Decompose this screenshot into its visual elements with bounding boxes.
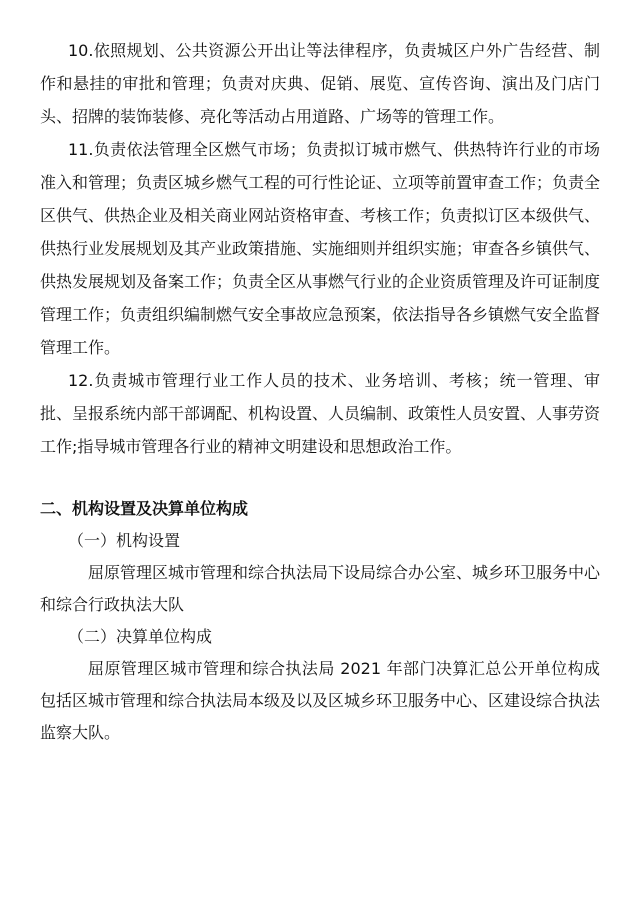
- subsection-heading-organization: （一）机构设置: [68, 531, 181, 550]
- duty-paragraph-11: 11.负责依法管理全区燃气市场；负责拟订城市燃气、供热特许行业的市场准入和管理；负责区城乡燃气工程的可行性论证、立项等前置审查工作；负责全区供气、供热企业及相关商业网站资格审查、考核工作；负责拟订区本级供气、供热行业发展规划及其产业政策措施、实施细则并组织实施；审查各乡镇供气、供热发展规划及备案工作；负责全区从事燃气行业的企业资质管理及许可证制度管理工作；负责组织编制燃气安全事故应急预案，依法指导各乡镇燃气安全监督管理工作。: [40, 140, 601, 357]
- subsection-heading-units: （二）决算单位构成: [68, 627, 213, 646]
- organization-body: 屈原管理区城市管理和综合执法局下设局综合办公室、城乡环卫服务中心和综合行政执法大队: [40, 563, 601, 614]
- section-spacer: [40, 463, 600, 493]
- duty-paragraph-12: 12.负责城市管理行业工作人员的技术、业务培训、考核；统一管理、审批、呈报系统内部干部调配、机构设置、人员编制、政策性人员安置、人事劳资工作;指导城市管理各行业的精神文明建设和思想政治工作。: [40, 371, 601, 456]
- section-heading: 二、机构设置及决算单位构成: [40, 499, 249, 518]
- duty-paragraph-10: 10.依照规划、公共资源公开出让等法律程序，负责城区户外广告经营、制作和悬挂的审批和管理；负责对庆典、促销、展览、宣传咨询、演出及门店门头、招牌的装饰装修、亮化等活动占用道路、广场等的管理工作。: [40, 41, 600, 126]
- units-body: 屈原管理区城市管理和综合执法局 2021 年部门决算汇总公开单位构成包括区城市管理和综合执法局本级及以及区城乡环卫服务中心、区建设综合执法监察大队。: [40, 659, 601, 742]
- document-page: [40, 34, 600, 749]
